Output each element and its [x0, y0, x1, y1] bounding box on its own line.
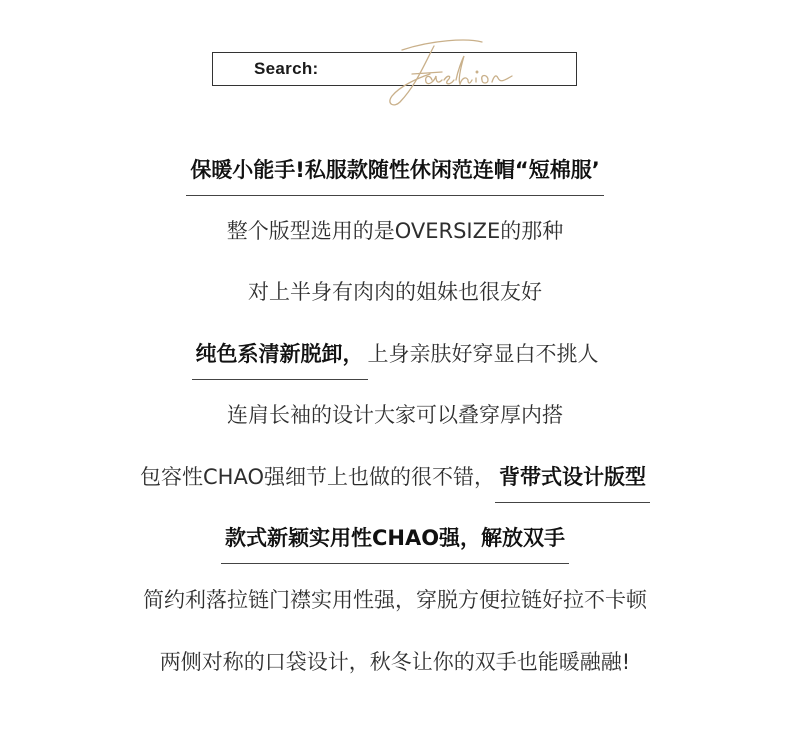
body-line-9 — [0, 647, 790, 677]
highlight-text: 背带式设计版型 — [495, 462, 650, 503]
search-label: Search: — [254, 59, 319, 78]
line-text: 整个版型选用的是OVERSIZE的那种 — [226, 219, 564, 243]
body-line-8 — [0, 585, 790, 615]
body-line-7 — [0, 523, 790, 564]
body-line-6 — [0, 462, 790, 503]
highlight-text: 款式新颖实用性CHAO强，解放双手 — [221, 523, 569, 564]
body-line-5 — [0, 400, 790, 430]
line-text: 两侧对称的口袋设计，秋冬让你的双手也能暖融融! — [159, 650, 631, 674]
line-text: 包容性CHAO强细节上也做的很不错， — [140, 465, 495, 489]
line-text: 连肩长袖的设计大家可以叠穿厚内搭 — [227, 403, 563, 427]
line-text: 简约利落拉链门襟实用性强，穿脱方便拉链好拉不卡顿 — [143, 588, 647, 612]
headline-text: 保暖小能手!私服款随性休闲范连帽“短棉服’ — [186, 155, 603, 196]
fashion-script-logo — [372, 30, 542, 110]
body-line-2 — [0, 216, 790, 246]
line-text: 对上半身有肉肉的姐妹也很友好 — [248, 280, 542, 304]
headline-line — [0, 155, 790, 196]
line-text: 上身亲肤好穿显白不挑人 — [367, 342, 599, 366]
highlight-text: 纯色系清新脱卸， — [192, 339, 368, 380]
body-line-3 — [0, 277, 790, 307]
body-line-4 — [0, 339, 790, 380]
